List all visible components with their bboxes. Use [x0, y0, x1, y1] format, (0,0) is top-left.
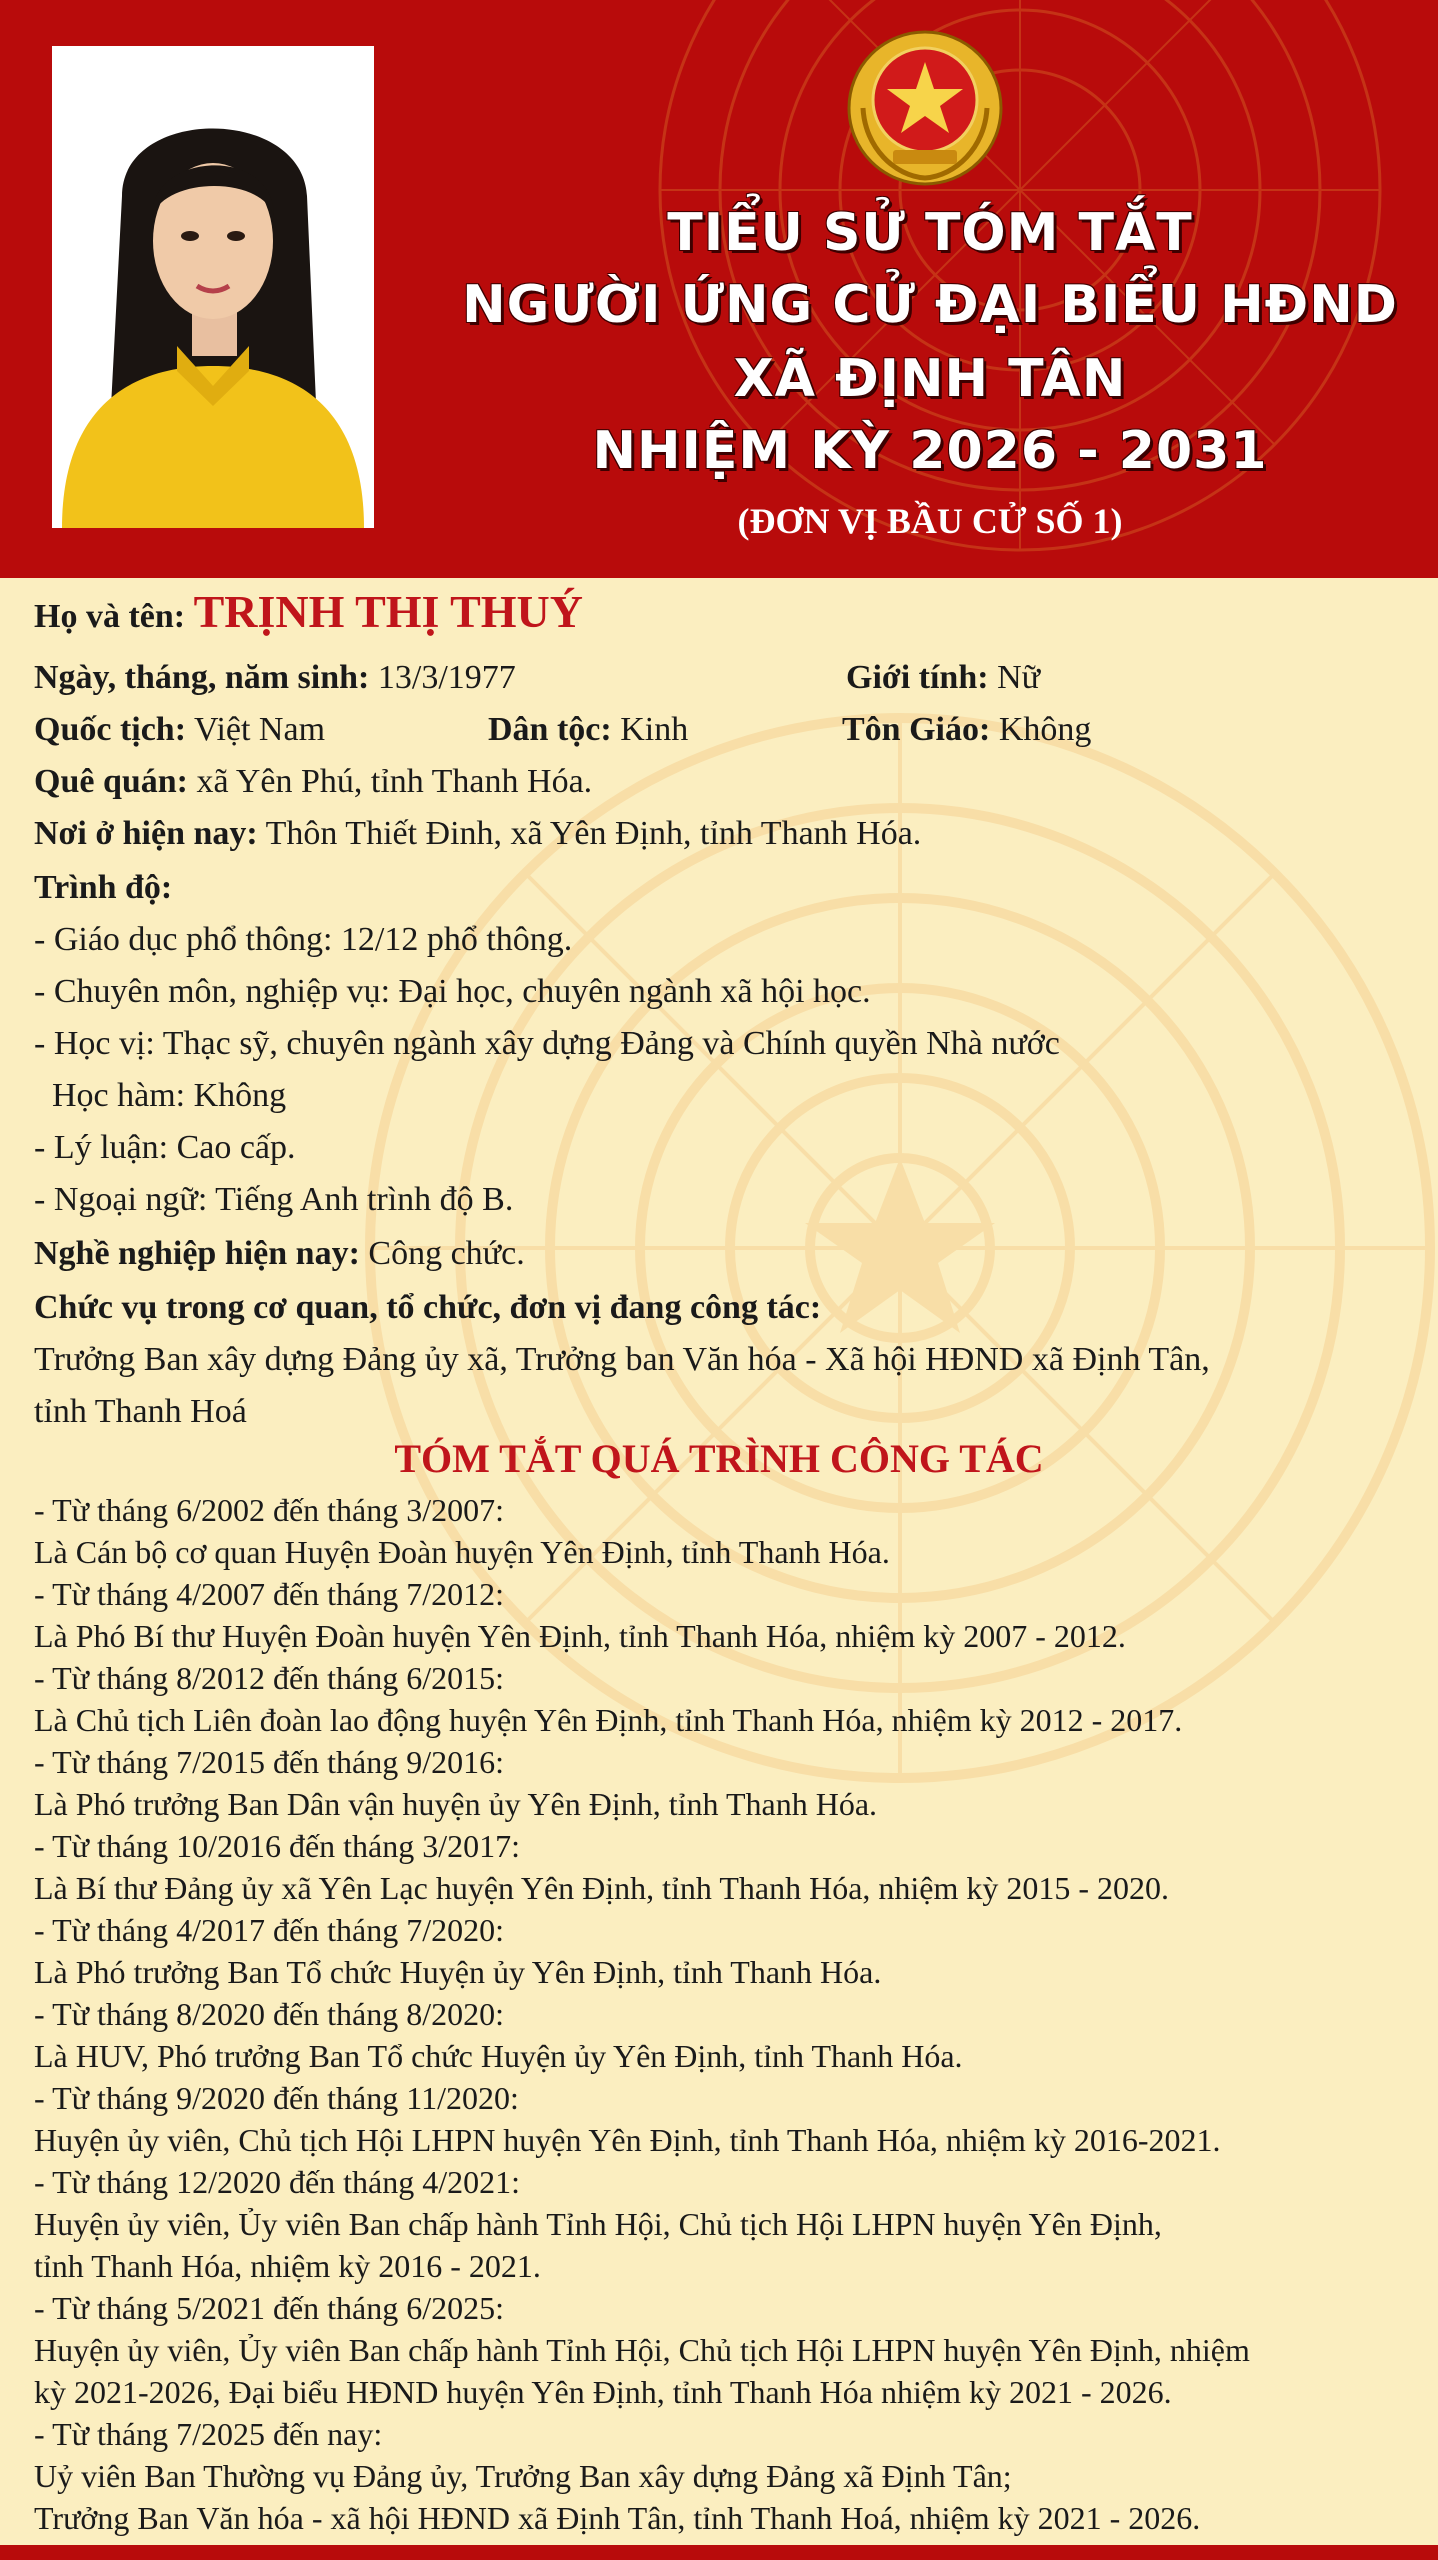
- nationality-label: Quốc tịch:: [34, 711, 187, 748]
- career-line: Huyện ủy viên, Chủ tịch Hội LHPN huyện Yên Định, tỉnh Thanh Hóa, nhiệm kỳ 2016-2021.: [34, 2122, 1221, 2158]
- career-line: Trưởng Ban Văn hóa - xã hội HĐND xã Định Tân, tỉnh Thanh Hoá, nhiệm kỳ 2021 - 2026.: [34, 2500, 1201, 2536]
- education-label: Trình độ:: [34, 869, 173, 906]
- career-line: Huyện ủy viên, Ủy viên Ban chấp hành Tỉnh Hội, Chủ tịch Hội LHPN huyện Yên Định,: [34, 2206, 1162, 2242]
- nationality-value: Việt Nam: [193, 711, 326, 748]
- education-heading: [34, 868, 172, 908]
- career-line: - Từ tháng 8/2012 đến tháng 6/2015:: [34, 1660, 505, 1696]
- career-line: Là Bí thư Đảng ủy xã Yên Lạc huyện Yên Định, tỉnh Thanh Hóa, nhiệm kỳ 2015 - 2020.: [34, 1870, 1170, 1906]
- career-section-title: TÓM TẮT QUÁ TRÌNH CÔNG TÁC: [394, 1436, 1044, 1481]
- career-line: - Từ tháng 6/2002 đến tháng 3/2007:: [34, 1492, 505, 1528]
- career-line: - Từ tháng 4/2007 đến tháng 7/2012:: [34, 1576, 505, 1612]
- position-label: Chức vụ trong cơ quan, tổ chức, đơn vị đang công tác:: [34, 1289, 822, 1326]
- occupation-row: [34, 1234, 525, 1274]
- education-item: - Giáo dục phổ thông: 12/12 phổ thông.: [34, 921, 573, 958]
- religion-value: Không: [998, 711, 1092, 748]
- education-item: - Học vị: Thạc sỹ, chuyên ngành xây dựng Đảng và Chính quyền Nhà nước: [34, 1025, 1060, 1062]
- career-line: - Từ tháng 7/2015 đến tháng 9/2016:: [34, 1744, 505, 1780]
- career-line: Là Cán bộ cơ quan Huyện Đoàn huyện Yên Định, tỉnh Thanh Hóa.: [34, 1534, 890, 1570]
- education-item: - Chuyên môn, nghiệp vụ: Đại học, chuyên ngành xã hội học.: [34, 973, 871, 1010]
- career-line: Uỷ viên Ban Thường vụ Đảng ủy, Trưởng Ban xây dựng Đảng xã Định Tân;: [34, 2458, 1012, 2494]
- education-item: - Lý luận: Cao cấp.: [34, 1129, 296, 1166]
- religion-label: Tôn Giáo:: [842, 711, 991, 748]
- education-item: - Ngoại ngữ: Tiếng Anh trình độ B.: [34, 1181, 514, 1218]
- position-line: Trưởng Ban xây dựng Đảng ủy xã, Trưởng ban Văn hóa - Xã hội HĐND xã Định Tân,: [34, 1341, 1210, 1378]
- bottom-border: [0, 2545, 1438, 2560]
- career-line: - Từ tháng 5/2021 đến tháng 6/2025:: [34, 2290, 505, 2326]
- career-line: - Từ tháng 9/2020 đến tháng 11/2020:: [34, 2080, 519, 2116]
- ethnicity-label: Dân tộc:: [488, 711, 612, 748]
- position-line: tỉnh Thanh Hoá: [34, 1393, 247, 1430]
- career-line: - Từ tháng 7/2025 đến nay:: [34, 2416, 383, 2452]
- name-row: [34, 586, 583, 637]
- residence-row: [34, 814, 921, 854]
- career-line: Là Chủ tịch Liên đoàn lao động huyện Yên Định, tỉnh Thanh Hóa, nhiệm kỳ 2012 - 2017.: [34, 1702, 1183, 1738]
- name-label: Họ và tên:: [34, 598, 186, 635]
- career-line: Huyện ủy viên, Ủy viên Ban chấp hành Tỉnh Hội, Chủ tịch Hội LHPN huyện Yên Định, nhiệm: [34, 2332, 1250, 2368]
- residence-label: Nơi ở hiện nay:: [34, 815, 258, 852]
- career-line: Là Phó Bí thư Huyện Đoàn huyện Yên Định, tỉnh Thanh Hóa, nhiệm kỳ 2007 - 2012.: [34, 1618, 1126, 1654]
- dob-row: [34, 658, 516, 698]
- nationality-row: [34, 710, 325, 750]
- career-line: - Từ tháng 4/2017 đến tháng 7/2020:: [34, 1912, 505, 1948]
- title-line-2: NGƯỜI ỨNG CỬ ĐẠI BIỂU HĐND: [462, 275, 1398, 335]
- education-item: Học hàm: Không: [52, 1077, 287, 1114]
- gender-label: Giới tính:: [846, 659, 989, 696]
- gender-row: [846, 658, 1040, 698]
- candidate-portrait: [52, 46, 374, 528]
- dob-label: Ngày, tháng, năm sinh:: [34, 659, 370, 696]
- hometown-row: [34, 762, 592, 802]
- career-line: - Từ tháng 10/2016 đến tháng 3/2017:: [34, 1828, 521, 1864]
- national-emblem-icon: [845, 28, 1005, 188]
- career-line: Là HUV, Phó trưởng Ban Tổ chức Huyện ủy Yên Định, tỉnh Thanh Hóa.: [34, 2038, 963, 2074]
- career-line: kỳ 2021-2026, Đại biểu HĐND huyện Yên Định, tỉnh Thanh Hóa nhiệm kỳ 2021 - 2026.: [34, 2374, 1172, 2410]
- career-line: tỉnh Thanh Hóa, nhiệm kỳ 2016 - 2021.: [34, 2248, 541, 2284]
- ethnicity-row: [488, 710, 688, 750]
- gender-value: Nữ: [997, 659, 1041, 696]
- career-line: Là Phó trưởng Ban Tổ chức Huyện ủy Yên Định, tỉnh Thanh Hóa.: [34, 1954, 882, 1990]
- occupation-label: Nghề nghiệp hiện nay:: [34, 1235, 360, 1272]
- hometown-label: Quê quán:: [34, 763, 188, 800]
- ethnicity-value: Kinh: [620, 711, 689, 748]
- career-line: Là Phó trưởng Ban Dân vận huyện ủy Yên Định, tỉnh Thanh Hóa.: [34, 1786, 878, 1822]
- title-line-1: TIỂU SỬ TÓM TẮT: [667, 203, 1193, 263]
- occupation-value: Công chức.: [368, 1235, 525, 1272]
- header-banner: [0, 0, 1438, 578]
- religion-row: [842, 710, 1091, 750]
- portrait-image: [52, 46, 374, 528]
- dob-value: 13/3/1977: [377, 659, 516, 696]
- career-line: - Từ tháng 8/2020 đến tháng 8/2020:: [34, 1996, 505, 2032]
- constituency-subtitle: (ĐƠN VỊ BẦU CỬ SỐ 1): [737, 501, 1123, 541]
- career-line: - Từ tháng 12/2020 đến tháng 4/2021:: [34, 2164, 521, 2200]
- hometown-value: xã Yên Phú, tỉnh Thanh Hóa.: [196, 763, 593, 800]
- residence-value: Thôn Thiết Đinh, xã Yên Định, tỉnh Thanh Hóa.: [265, 815, 922, 852]
- title-line-3: XÃ ĐỊNH TÂN: [733, 349, 1127, 409]
- position-heading: [34, 1288, 821, 1328]
- title-line-4: NHIỆM KỲ 2026 - 2031: [592, 421, 1268, 481]
- candidate-name: TRỊNH THỊ THUÝ: [193, 586, 583, 637]
